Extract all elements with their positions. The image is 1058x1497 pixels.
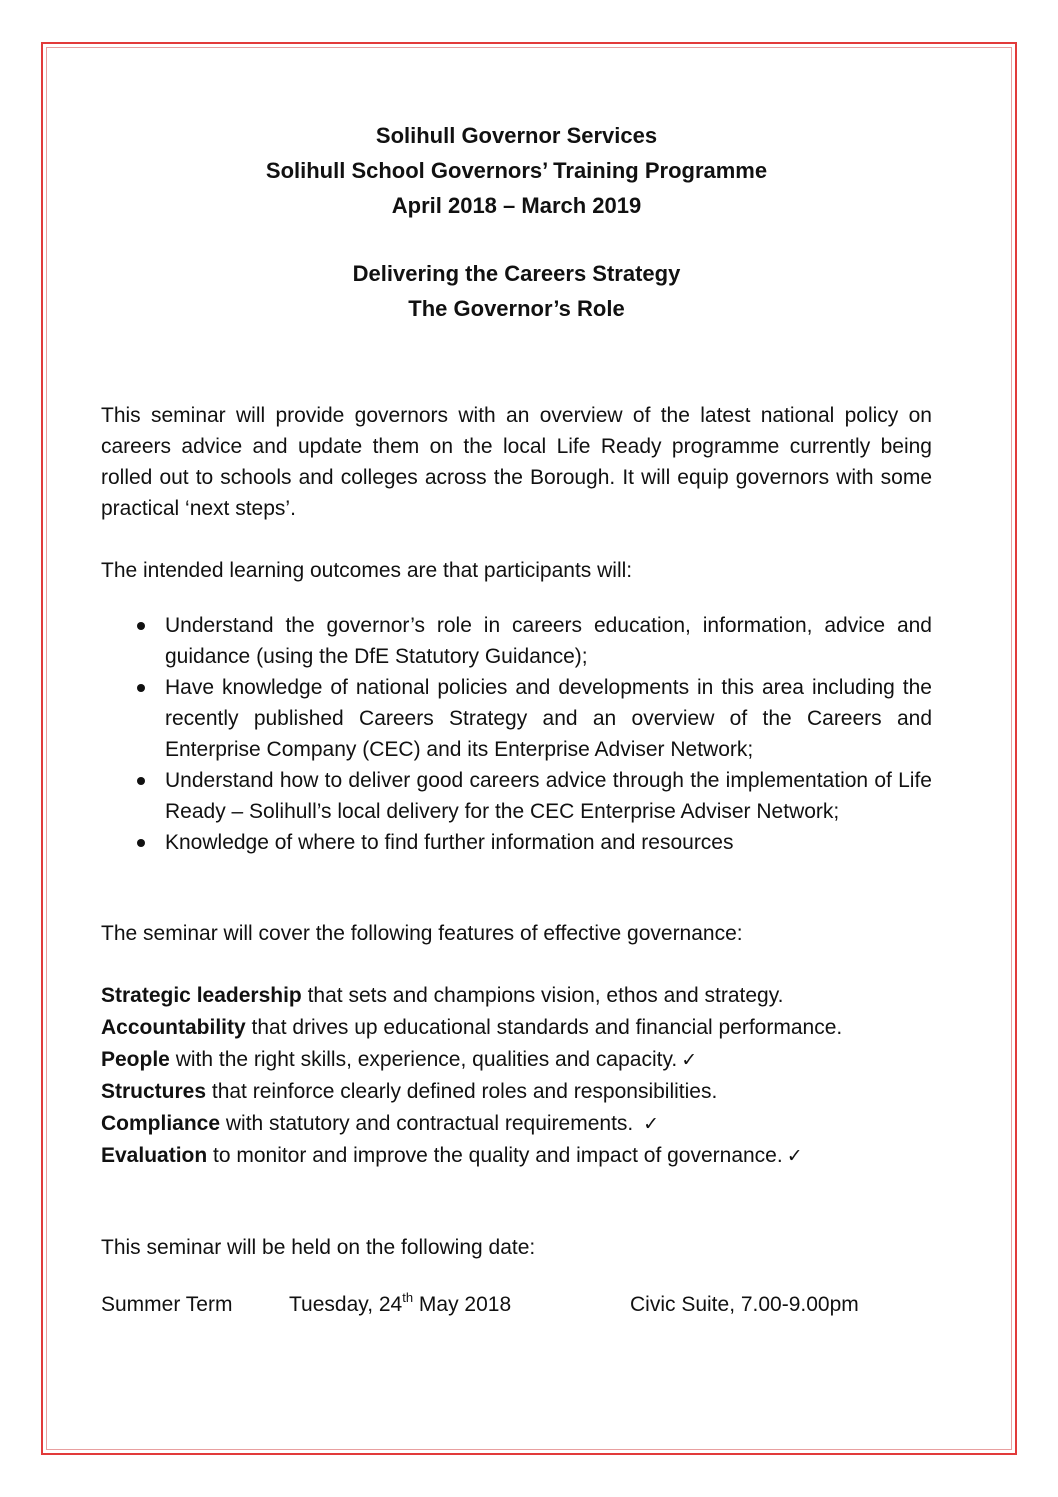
document-body [101,118,932,1320]
organisation-name: Solihull Governor Services [375,123,658,148]
feature-item: Accountability that drives up educational standards and financial performance. [101,1016,843,1039]
features-list [101,980,932,1172]
feature-item: Strategic leadership that sets and champions vision, ethos and strategy. [101,984,784,1007]
programme-period: April 2018 – March 2019 [391,193,642,218]
outcomes-list [101,610,932,858]
programme-name: Solihull School Governors’ Training Programme [265,158,768,183]
seminar-title-line-1: Delivering the Careers Strategy [352,261,681,286]
checkmark-icon: ✓ [643,1113,659,1135]
feature-item: People with the right skills, experience, qualities and capacity. ✓ [101,1048,698,1071]
schedule-term: Summer Term [101,1293,233,1316]
intro-paragraph: This seminar will provide governors with an overview of the latest national policy on careers advice and update them on the local Life Ready programme currently being rolled out to schools and colleges across the Borough. It will equip governors with some practical ‘next steps’. [101,404,932,520]
feature-item: Compliance with statutory and contractual requirements. ✓ [101,1112,659,1135]
feature-item: Evaluation to monitor and improve the quality and impact of governance. ✓ [101,1144,803,1167]
schedule-lead: This seminar will be held on the following date: [101,1236,536,1259]
list-item: Understand the governor’s role in careers education, information, advice and guidance (using the DfE Statutory Guidance); [101,610,932,672]
schedule-venue: Civic Suite, 7.00-9.00pm [630,1293,859,1316]
outcomes-lead: The intended learning outcomes are that participants will: [101,559,633,582]
schedule-row [101,1289,932,1320]
checkmark-icon: ✓ [681,1049,698,1071]
seminar-title [101,256,932,326]
bullet-icon [137,777,145,785]
document-header [101,118,932,223]
list-item: Have knowledge of national policies and developments in this area including the recently published Careers Strategy and an overview of the Careers and Enterprise Company (CEC) and its Enterprise Adviser Network; [101,672,932,765]
seminar-title-line-2: The Governor’s Role [408,296,625,321]
checkmark-icon: ✓ [786,1145,803,1167]
bullet-icon [137,684,145,692]
schedule-date: Tuesday, 24th May 2018 [289,1290,512,1316]
bullet-icon [137,839,145,847]
features-lead: The seminar will cover the following features of effective governance: [101,922,743,945]
list-item: Understand how to deliver good careers advice through the implementation of Life Ready – Solihull’s local delivery for the CEC Enterprise Adviser Network; [101,765,932,827]
list-item: Knowledge of where to find further information and resources [101,827,932,858]
bullet-icon [137,622,145,630]
feature-item: Structures that reinforce clearly defined roles and responsibilities. [101,1080,718,1103]
